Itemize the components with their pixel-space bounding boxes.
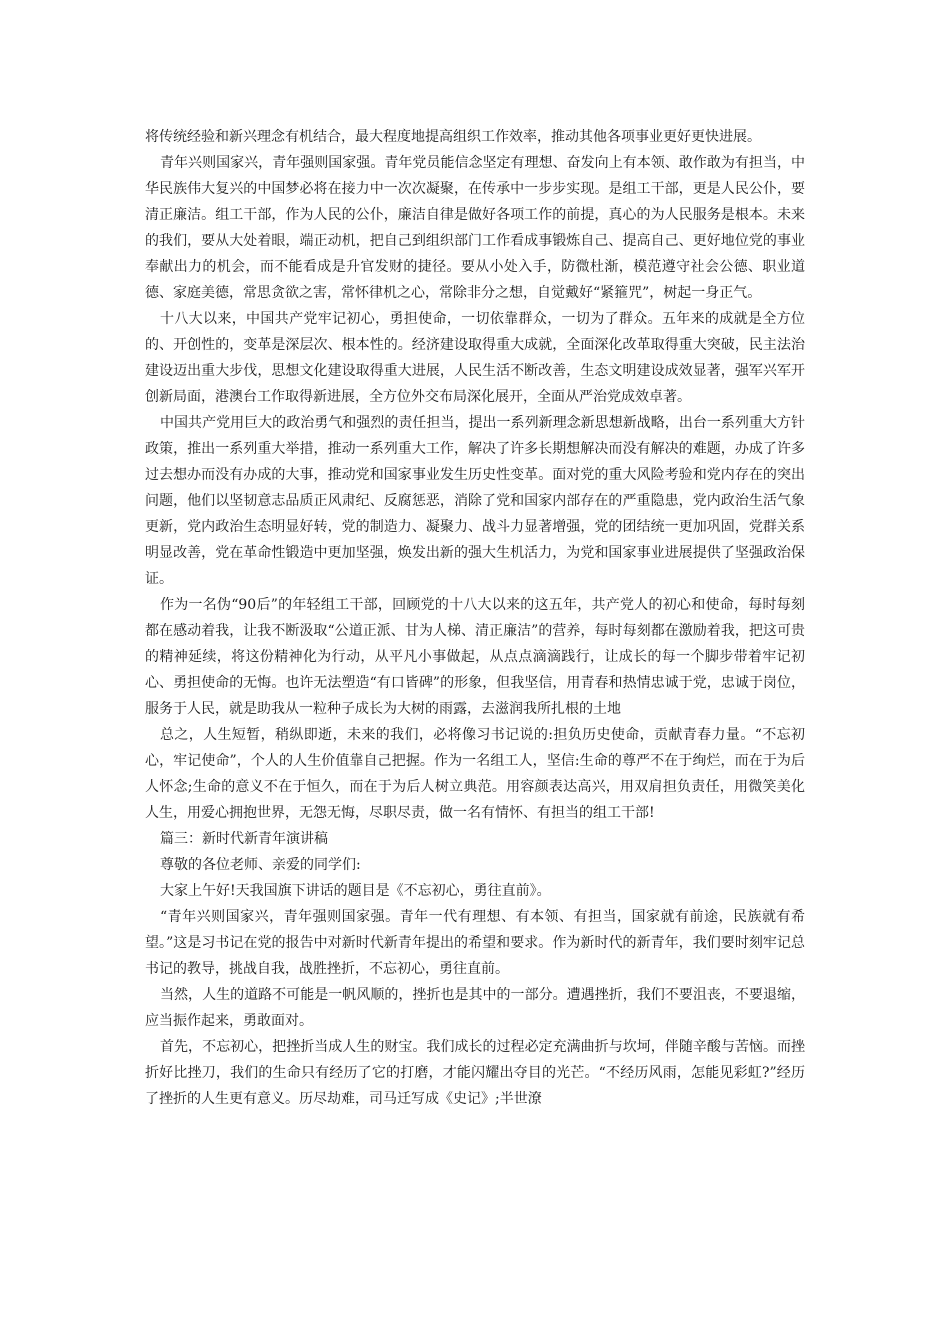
paragraph: 大家上午好!天我国旗下讲话的题目是《不忘初心，勇往直前》。 xyxy=(160,883,551,899)
paragraph: 青年兴则国家兴，青年强则国家强。青年党员能信念坚定有理想、奋发向上有本领、敢作敢为有担当，中华民族伟大复兴的中国梦必将在接力中一次次凝聚，在传承中一步步实现。是组工干部，更是人民公仆，要清正廉洁。组工干部，作为人民的公仆，廉洁自律是做好各项工作的前提，真心的为人民服务是根本。未来的我们，要从大处着眼，端正动机，把自己到组织部门工作看成事锻炼自己、提高自己、更好地位党的事业奉献出力的机会，而不能看成是升官发财的捷径。要从小处入手，防微杜渐，模范遵守社会公德、职业道德、家庭美德，常思贪欲之害，常怀律机之心，常除非分之想，自觉戴好“紧箍咒”，树起一身正气。 xyxy=(145,155,805,301)
paragraph: 作为一名伪“90后”的年轻组工干部，回顾党的十八大以来的这五年，共产党人的初心和使命，每时每刻都在感动着我，让我不断汲取“公道正派、甘为人梯、清正廉洁”的营养，每时每刻都在激励着我，把这可贵的精神延续，将这份精神化为行动，从平凡小事做起，从点点滴滴践行，让成长的每一个脚步带着牢记初心、勇担使命的无悔。也许无法塑造“有口皆碑”的形象，但我坚信，用青春和热情忠诚于党，忠诚于岗位，服务于人民，就是助我从一粒种子成长为大树的雨露，去滋润我所扎根的土地 xyxy=(145,597,805,717)
paragraph: 总之，人生短暂，稍纵即逝，未来的我们，必将像习书记说的:担负历史使命，贡献青春力量。“不忘初心，牢记使命”，个人的人生价值靠自己把握。作为一名组工人，坚信:生命的尊严不在于绚烂，而在于为后人怀念;生命的意义不在于恒久，而在于为后人树立典范。用容颜表达高兴，用双肩担负责任，用微笑美化人生，用爱心拥抱世界，无怨无悔，尽职尽责，做一名有情怀、有担当的组工干部! xyxy=(145,727,805,821)
paragraph: 首先，不忘初心，把挫折当成人生的财宝。我们成长的过程必定充满曲折与坎坷，伴随辛酸与苦恼。而挫折好比挫刀，我们的生命只有经历了它的打磨，才能闪耀出夺目的光芒。“不经历风雨，怎能见彩虹?”经历了挫折的人生更有意义。历尽劫难，司马迁写成《史记》;半世潦 xyxy=(145,1039,805,1107)
salutation: 尊敬的各位老师、亲爱的同学们: xyxy=(160,857,361,873)
paragraph: 当然，人生的道路不可能是一帆风顺的，挫折也是其中的一部分。遭遇挫折，我们不要沮丧，不要退缩，应当振作起来，勇敢面对。 xyxy=(145,987,805,1029)
paragraph: 十八大以来，中国共产党牢记初心，勇担使命，一切依靠群众，一切为了群众。五年来的成就是全方位的、开创性的，变革是深层次、根本性的。经济建设取得重大成就，全面深化改革取得重大突破，民主法治建设迈出重大步伐，思想文化建设取得重大进展，人民生活不断改善，生态文明建设成效显著，强军兴军开创新局面，港澳台工作取得新进展，全方位外交布局深化展开，全面从严治党成效卓著。 xyxy=(145,311,805,405)
paragraph: “青年兴则国家兴，青年强则国家强。青年一代有理想、有本领、有担当，国家就有前途，民族就有希望。”这是习书记在党的报告中对新时代新青年提出的希望和要求。作为新时代的新青年，我们要时刻牢记总书记的教导，挑战自我，战胜挫折，不忘初心，勇往直前。 xyxy=(145,909,805,977)
document-body xyxy=(145,124,805,1112)
paragraph: 中国共产党用巨大的政治勇气和强烈的责任担当，提出一系列新理念新思想新战略，出台一系列重大方针政策，推出一系列重大举措，推动一系列重大工作，解决了许多长期想解决而没有解决的难题，办成了许多过去想办而没有办成的大事，推动党和国家事业发生历史性变革。面对党的重大风险考验和党内存在的突出问题，他们以坚韧意志品质正风肃纪、反腐惩恶，消除了党和国家内部存在的严重隐患，党内政治生活气象更新，党内政治生态明显好转，党的制造力、凝聚力、战斗力显著增强，党的团结统一更加巩固，党群关系明显改善，党在革命性锻造中更加坚强，焕发出新的强大生机活力，为党和国家事业进展提供了坚强政治保证。 xyxy=(145,415,805,587)
paragraph-continuation: 将传统经验和新兴理念有机结合，最大程度地提高组织工作效率，推动其他各项事业更好更快进展。 xyxy=(145,129,761,145)
section-heading: 篇三：新时代新青年演讲稿 xyxy=(160,831,328,847)
